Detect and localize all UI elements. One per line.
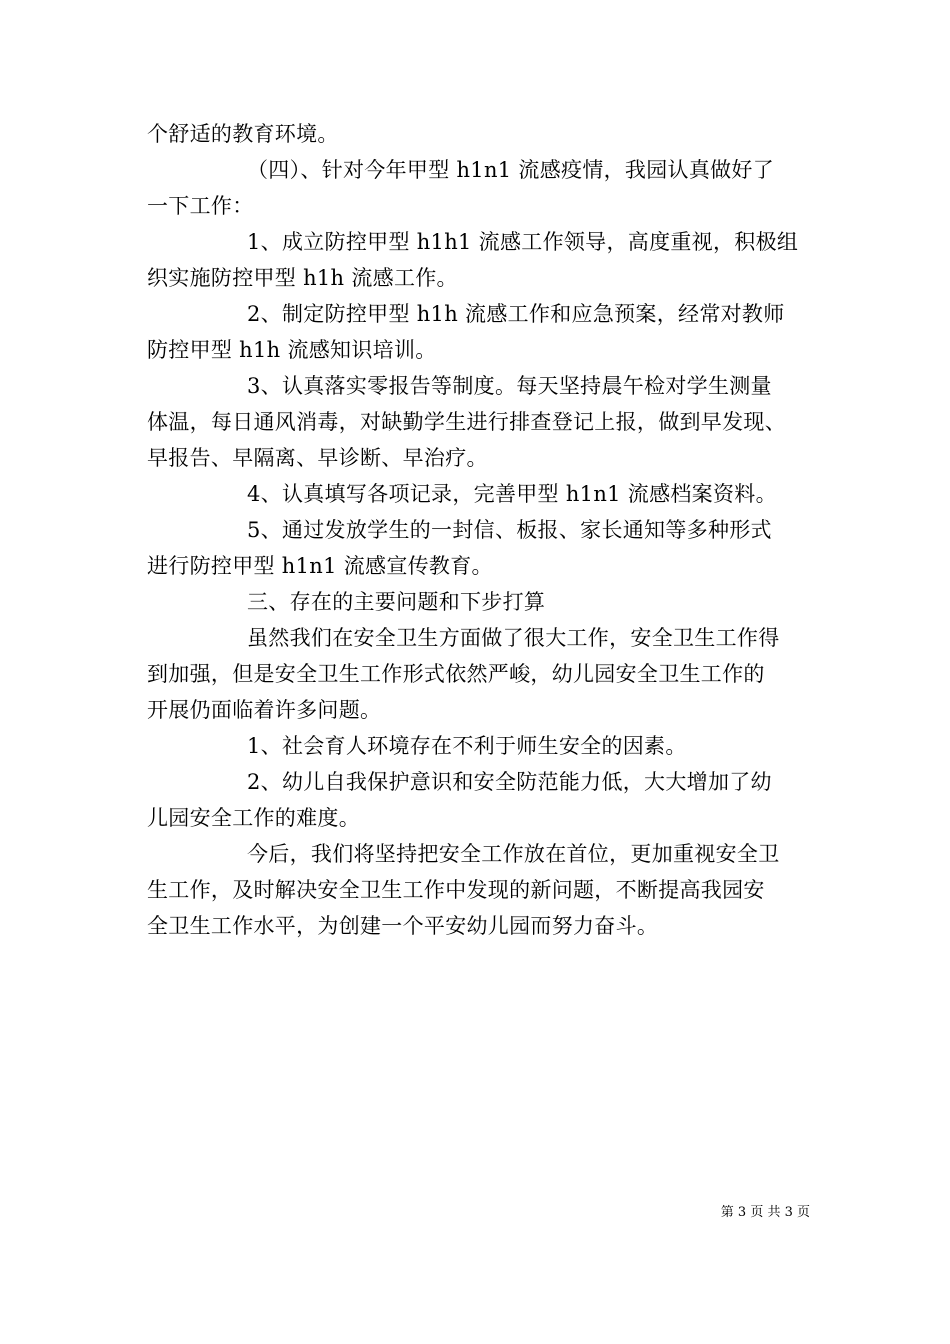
text-line: 体温，每日通风消毒，对缺勤学生进行排查登记上报，做到早发现、 [147,410,786,434]
text-line: 生工作，及时解决安全卫生工作中发现的新问题，不断提高我园安 [147,878,765,902]
text-line: 进行防控甲型 h1n1 流感宣传教育。 [147,554,493,578]
text-line: 3、认真落实零报告等制度。每天坚持晨午检对学生测量 [247,374,772,398]
text-line: 2、制定防控甲型 h1h 流感工作和应急预案，经常对教师 [247,302,785,326]
text-line: 1、社会育人环境存在不利于师生安全的因素。 [247,734,687,758]
text-line: 早报告、早隔离、早诊断、早治疗。 [147,446,488,470]
body-text [147,116,807,944]
text-line: 全卫生工作水平，为创建一个平安幼儿园而努力奋斗。 [147,914,659,938]
text-line: 2、幼儿自我保护意识和安全防范能力低，大大增加了幼 [247,770,772,794]
page-number-footer: 第 3 页 共 3 页 [720,1205,810,1220]
text-line: 儿园安全工作的难度。 [147,806,360,830]
text-line: 防控甲型 h1h 流感知识培训。 [147,338,437,362]
text-line: 到加强，但是安全卫生工作形式依然严峻，幼儿园安全卫生工作的 [147,662,765,686]
text-line: 4、认真填写各项记录，完善甲型 h1n1 流感档案资料。 [247,482,777,506]
text-line: 个舒适的教育环境。 [147,122,339,146]
text-line: 一下工作： [147,194,254,218]
text-line: （四）、针对今年甲型 h1n1 流感疫情，我园认真做好了 [247,158,775,182]
text-line: 5、通过发放学生的一封信、板报、家长通知等多种形式 [247,518,772,542]
text-line: 织实施防控甲型 h1h 流感工作。 [147,266,458,290]
text-line: 开展仍面临着许多问题。 [147,698,382,722]
text-line: 1、成立防控甲型 h1h1 流感工作领导，高度重视，积极组 [247,230,799,254]
text-line: 虽然我们在安全卫生方面做了很大工作，安全卫生工作得 [247,626,780,650]
text-line: 三、存在的主要问题和下步打算 [247,590,546,614]
text-line: 今后，我们将坚持把安全工作放在首位，更加重视安全卫 [247,842,780,866]
